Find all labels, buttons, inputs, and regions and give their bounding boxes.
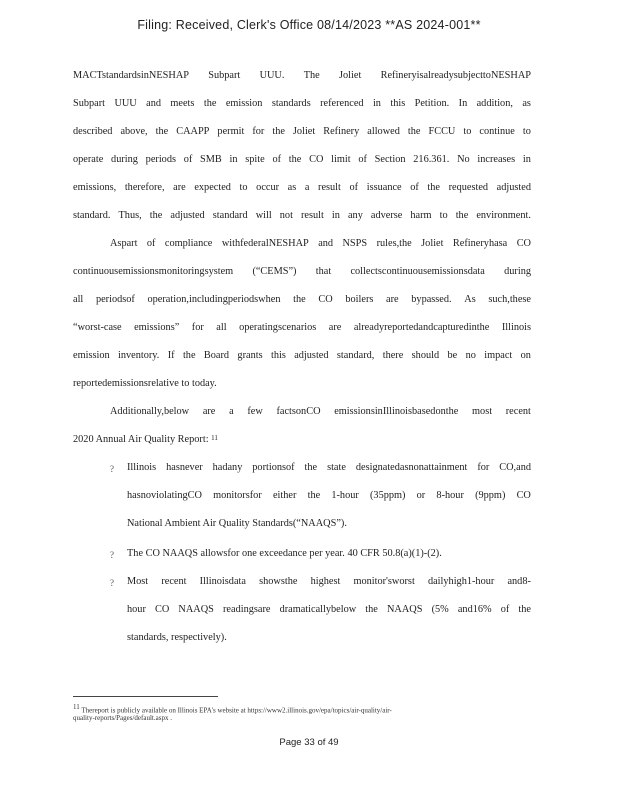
word: limit bbox=[331, 154, 351, 165]
word: standard bbox=[212, 210, 248, 221]
word: result bbox=[300, 210, 324, 221]
word: periodsof bbox=[95, 294, 135, 305]
word: adjusted bbox=[170, 210, 205, 221]
word: CO bbox=[516, 238, 531, 249]
word: expected bbox=[194, 182, 231, 193]
page-number: Page 33 of 49 bbox=[279, 737, 339, 748]
word: rules,the bbox=[376, 238, 412, 249]
word: are bbox=[202, 406, 216, 417]
word: to bbox=[439, 210, 448, 221]
word: that bbox=[315, 266, 332, 277]
word: emissionsinIllinoisbasedonthe bbox=[334, 406, 459, 417]
word: continuousemissionsmonitoringsystem bbox=[73, 266, 234, 277]
word: Subpart bbox=[73, 98, 106, 109]
word: operate bbox=[73, 154, 104, 165]
word: Section bbox=[374, 154, 406, 165]
word: “worst-case bbox=[73, 322, 122, 333]
word: of bbox=[146, 238, 156, 249]
word: Additionally,below bbox=[110, 406, 190, 417]
word: Illinoisdata bbox=[199, 576, 246, 587]
filing-header: Filing: Received, Clerk's Office 08/14/2023 **AS 2024-001** bbox=[137, 18, 481, 32]
word: as bbox=[522, 98, 531, 109]
word: such,these bbox=[488, 294, 531, 305]
word: NSPS bbox=[342, 238, 368, 249]
word: continue bbox=[479, 126, 515, 137]
word: adjusted bbox=[496, 182, 531, 193]
word: designatedasnonattainment bbox=[355, 462, 468, 473]
word: monitor'sworst bbox=[353, 576, 415, 587]
word: NAAQS bbox=[178, 604, 214, 615]
word: harm bbox=[410, 210, 432, 221]
word: Illinois bbox=[501, 322, 531, 333]
text-line bbox=[73, 70, 531, 81]
word: permit bbox=[217, 126, 245, 137]
word: the bbox=[427, 182, 440, 193]
word: in bbox=[522, 154, 531, 165]
word: hasnever bbox=[166, 462, 203, 473]
word: Subpart bbox=[208, 70, 241, 81]
footnote-ref: 11 bbox=[211, 434, 218, 442]
word: If bbox=[167, 350, 175, 361]
word: the bbox=[307, 490, 321, 501]
text-line: reportedemissionsrelative to today. bbox=[73, 378, 217, 389]
word: of bbox=[272, 154, 282, 165]
word: environment. bbox=[476, 210, 531, 221]
word: state bbox=[327, 462, 346, 473]
word: all bbox=[216, 322, 227, 333]
word: adverse bbox=[370, 210, 403, 221]
word: not bbox=[279, 210, 293, 221]
word: the bbox=[407, 126, 421, 137]
word: this bbox=[270, 350, 286, 361]
word: portionsof bbox=[252, 462, 295, 473]
footnote-number: 11 bbox=[73, 703, 80, 711]
bullet-marker: ? bbox=[110, 550, 114, 560]
word: Joliet bbox=[339, 70, 362, 81]
word: RefineryisalreadysubjecttoNESHAP bbox=[380, 70, 531, 81]
word: there bbox=[382, 350, 404, 361]
bullet-line bbox=[127, 490, 531, 501]
word: standard, bbox=[336, 350, 375, 361]
word: emissions, bbox=[73, 182, 117, 193]
word: readingsare bbox=[223, 604, 271, 615]
word: addition, bbox=[476, 98, 513, 109]
word: (5% bbox=[431, 604, 449, 615]
bullet-line: National Ambient Air Quality Standards(“NAAQS”). bbox=[127, 518, 347, 529]
word: during bbox=[111, 154, 138, 165]
word: issuance bbox=[366, 182, 402, 193]
word: of bbox=[183, 154, 193, 165]
word: impact bbox=[484, 350, 513, 361]
footnote-separator bbox=[73, 696, 218, 697]
word: all bbox=[73, 294, 84, 305]
word: emission bbox=[73, 350, 110, 361]
word: recent bbox=[161, 576, 187, 587]
word: Thus, bbox=[118, 210, 142, 221]
word: CO bbox=[318, 294, 333, 305]
word: as bbox=[287, 182, 297, 193]
word: NAAQS bbox=[387, 604, 423, 615]
word: are bbox=[386, 294, 399, 305]
word: FCCU bbox=[428, 126, 456, 137]
word: hour bbox=[127, 604, 146, 615]
text-line bbox=[110, 238, 531, 249]
word: of bbox=[500, 604, 510, 615]
word: Aspart bbox=[110, 238, 138, 249]
word: are bbox=[328, 322, 342, 333]
text-line bbox=[73, 434, 531, 445]
word: increases bbox=[477, 154, 516, 165]
text-line bbox=[73, 350, 531, 361]
word: described bbox=[73, 126, 113, 137]
word: standard. bbox=[73, 210, 111, 221]
word: collectscontinuousemissionsdata bbox=[350, 266, 485, 277]
bullet-marker: ? bbox=[110, 464, 114, 474]
text-line bbox=[73, 266, 531, 277]
word: As bbox=[464, 294, 476, 305]
word: referenced bbox=[320, 98, 364, 109]
word: Board bbox=[203, 350, 230, 361]
word: to bbox=[239, 182, 248, 193]
footnote-line: quality-reports/Pages/default.aspx . bbox=[73, 714, 172, 722]
text-line bbox=[73, 154, 531, 165]
word: periods bbox=[145, 154, 176, 165]
word: Refinery bbox=[323, 126, 360, 137]
bullet-line bbox=[127, 576, 531, 587]
word: CO,and bbox=[499, 462, 531, 473]
word: and16% bbox=[457, 604, 492, 615]
word: will bbox=[255, 210, 272, 221]
word: dailyhigh1-hour bbox=[427, 576, 495, 587]
word: on bbox=[520, 350, 531, 361]
word: (“CEMS”) bbox=[252, 266, 297, 277]
word: dramaticallybelow bbox=[279, 604, 357, 615]
word: occur bbox=[256, 182, 280, 193]
bullet-line: standards, respectively). bbox=[127, 632, 227, 643]
word: the bbox=[455, 210, 469, 221]
footnote-text: Thereport is publicly available on Illinois EPA's website at https://www2.illinois.gov/epa/topics/air-quality/air- bbox=[81, 706, 392, 715]
word: are bbox=[173, 182, 186, 193]
text-line bbox=[73, 294, 531, 305]
word: above, bbox=[120, 126, 148, 137]
word: or bbox=[416, 490, 426, 501]
word: either bbox=[272, 490, 297, 501]
text-line bbox=[73, 182, 531, 193]
word: The bbox=[303, 70, 320, 81]
word: the bbox=[203, 98, 217, 109]
word: to bbox=[522, 126, 531, 137]
word: this bbox=[390, 98, 406, 109]
bullet-line bbox=[127, 462, 531, 473]
word: to bbox=[463, 126, 472, 137]
word: for bbox=[191, 322, 204, 333]
word: Refineryhasa bbox=[452, 238, 508, 249]
word: alreadyreportedandcapturedinthe bbox=[353, 322, 490, 333]
word: therefore, bbox=[124, 182, 165, 193]
word: the bbox=[288, 154, 302, 165]
word: of bbox=[358, 154, 367, 165]
word: 1-hour bbox=[331, 490, 359, 501]
word: the bbox=[272, 126, 285, 137]
text-line bbox=[73, 126, 531, 137]
word: in bbox=[372, 98, 381, 109]
word: for bbox=[252, 126, 265, 137]
word: standards bbox=[271, 98, 311, 109]
word: in bbox=[229, 154, 238, 165]
word: compliance bbox=[164, 238, 213, 249]
word: and bbox=[318, 238, 334, 249]
word: emission bbox=[225, 98, 263, 109]
word: bypassed. bbox=[411, 294, 452, 305]
word: inventory. bbox=[117, 350, 160, 361]
bullet-line: The CO NAAQS allowsfor one exceedance per year. 40 CFR 50.8(a)(1)-(2). bbox=[127, 548, 442, 559]
word: No bbox=[457, 154, 470, 165]
text-span: 2020 Annual Air Quality Report: bbox=[73, 434, 209, 445]
word: of bbox=[410, 182, 419, 193]
word: CAAPP bbox=[176, 126, 210, 137]
word: most bbox=[472, 406, 493, 417]
bullet-marker: ? bbox=[110, 578, 114, 588]
word: the bbox=[182, 350, 196, 361]
word: in bbox=[331, 210, 340, 221]
word: MACTstandardsinNESHAP bbox=[73, 70, 189, 81]
word: requested bbox=[448, 182, 489, 193]
word: boilers bbox=[345, 294, 374, 305]
word: no bbox=[465, 350, 476, 361]
word: during bbox=[504, 266, 531, 277]
word: Petition. bbox=[414, 98, 450, 109]
bullet-line bbox=[127, 604, 531, 615]
word: the bbox=[365, 604, 378, 615]
text-line bbox=[110, 406, 531, 417]
word: showsthe bbox=[259, 576, 298, 587]
word: and bbox=[146, 98, 162, 109]
word: SMB bbox=[200, 154, 222, 165]
word: (9ppm) bbox=[475, 490, 506, 501]
word: CO bbox=[154, 604, 170, 615]
word: hasnoviolatingCO bbox=[127, 490, 202, 501]
word: should bbox=[411, 350, 440, 361]
word: Illinois bbox=[127, 462, 157, 473]
word: withfederalNESHAP bbox=[221, 238, 309, 249]
word: and8- bbox=[507, 576, 531, 587]
word: of bbox=[349, 182, 359, 193]
text-line bbox=[73, 322, 531, 333]
word: highest bbox=[310, 576, 341, 587]
word: the bbox=[155, 126, 169, 137]
word: grants bbox=[237, 350, 263, 361]
word: meets bbox=[170, 98, 195, 109]
word: CO bbox=[309, 154, 324, 165]
word: UUU. bbox=[259, 70, 285, 81]
word: a bbox=[229, 406, 234, 417]
word: 8-hour bbox=[436, 490, 464, 501]
word: for bbox=[477, 462, 490, 473]
word: factsonCO bbox=[276, 406, 321, 417]
word: In bbox=[458, 98, 468, 109]
word: Joliet bbox=[292, 126, 316, 137]
word: UUU bbox=[114, 98, 137, 109]
word: the bbox=[304, 462, 318, 473]
word: operatingscenarios bbox=[239, 322, 317, 333]
text-line bbox=[73, 98, 531, 109]
word: the bbox=[518, 604, 531, 615]
word: spite bbox=[245, 154, 265, 165]
word: result bbox=[318, 182, 341, 193]
word: (35ppm) bbox=[370, 490, 406, 501]
word: the bbox=[293, 294, 306, 305]
footnote-line bbox=[73, 703, 493, 714]
word: Joliet bbox=[421, 238, 444, 249]
word: hadany bbox=[212, 462, 243, 473]
word: monitorsfor bbox=[213, 490, 262, 501]
word: Most bbox=[127, 576, 149, 587]
word: emissions” bbox=[134, 322, 180, 333]
word: allowed bbox=[367, 126, 400, 137]
text-line bbox=[73, 210, 531, 221]
word: operation,includingperiodswhen bbox=[147, 294, 281, 305]
word: adjusted bbox=[294, 350, 329, 361]
word: a bbox=[304, 182, 310, 193]
word: be bbox=[447, 350, 458, 361]
word: the bbox=[149, 210, 163, 221]
word: few bbox=[247, 406, 263, 417]
word: CO bbox=[516, 490, 531, 501]
word: recent bbox=[505, 406, 531, 417]
word: 216.361. bbox=[413, 154, 450, 165]
word: any bbox=[347, 210, 363, 221]
